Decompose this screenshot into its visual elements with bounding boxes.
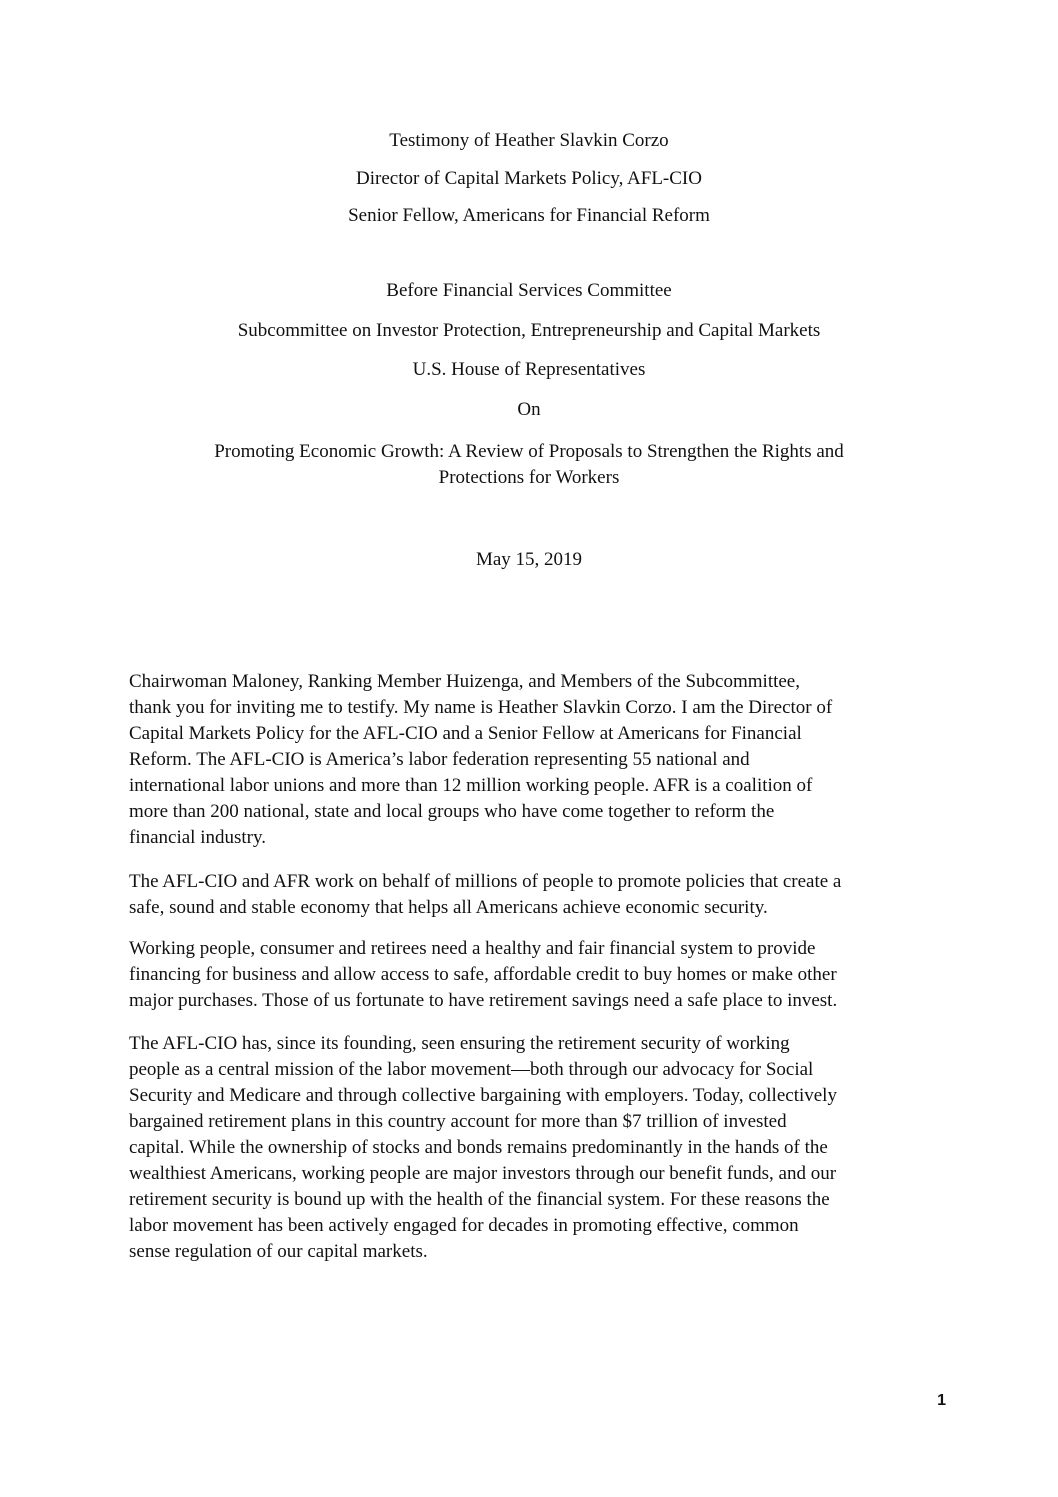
house-line: U.S. House of Representatives xyxy=(412,359,646,380)
text-line: Security and Medicare and through collective bargaining with employers. Today, collectively xyxy=(129,1085,837,1106)
hearing-date: May 15, 2019 xyxy=(475,549,583,570)
text-line: safe, sound and stable economy that helps all Americans achieve economic security. xyxy=(129,897,768,918)
subcommittee-line: Subcommittee on Investor Protection, Entrepreneurship and Capital Markets xyxy=(237,320,821,341)
text-line: Reform. The AFL-CIO is America’s labor federation representing 55 national and xyxy=(129,749,750,770)
text-line: people as a central mission of the labor movement—both through our advocacy for Social xyxy=(129,1059,814,1080)
text-line: Chairwoman Maloney, Ranking Member Huizenga, and Members of the Subcommittee, xyxy=(129,671,800,692)
text-line: labor movement has been actively engaged for decades in promoting effective, common xyxy=(129,1215,799,1236)
text-line: financial industry. xyxy=(129,827,267,848)
text-line: international labor unions and more than 12 million working people. AFR is a coalition of xyxy=(129,775,813,796)
testimony-author-line: Testimony of Heather Slavkin Corzo xyxy=(389,130,669,151)
text-line: retirement security is bound up with the health of the financial system. For these reasons the xyxy=(129,1189,830,1210)
text-line: The AFL-CIO and AFR work on behalf of millions of people to promote policies that create a xyxy=(129,871,842,892)
hearing-title-line-2: Protections for Workers xyxy=(438,467,620,488)
hearing-title-line-1: Promoting Economic Growth: A Review of Proposals to Strengthen the Rights and xyxy=(214,441,844,462)
text-line: more than 200 national, state and local groups who have come together to reform the xyxy=(129,801,775,822)
text-line: sense regulation of our capital markets. xyxy=(129,1241,428,1262)
text-line: major purchases. Those of us fortunate to have retirement savings need a safe place to invest. xyxy=(129,990,838,1011)
text-line: thank you for inviting me to testify. My name is Heather Slavkin Corzo. I am the Director of xyxy=(129,697,833,718)
on-line: On xyxy=(517,399,541,420)
text-line: The AFL-CIO has, since its founding, seen ensuring the retirement security of working xyxy=(129,1033,790,1054)
author-affiliation-line: Senior Fellow, Americans for Financial Reform xyxy=(348,205,710,226)
committee-line: Before Financial Services Committee xyxy=(386,280,672,301)
text-line: Working people, consumer and retirees need a healthy and fair financial system to provide xyxy=(129,938,816,959)
text-line: bargained retirement plans in this country account for more than $7 trillion of invested xyxy=(129,1111,787,1132)
text-line: wealthiest Americans, working people are major investors through our benefit funds, and our xyxy=(129,1163,837,1184)
page-number: 1 xyxy=(937,1392,946,1409)
text-line: capital. While the ownership of stocks and bonds remains predominantly in the hands of the xyxy=(129,1137,828,1158)
text-line: Capital Markets Policy for the AFL-CIO and a Senior Fellow at Americans for Financial xyxy=(129,723,802,744)
author-title-line: Director of Capital Markets Policy, AFL-CIO xyxy=(356,168,702,189)
text-line: financing for business and allow access to safe, affordable credit to buy homes or make other xyxy=(129,964,837,985)
